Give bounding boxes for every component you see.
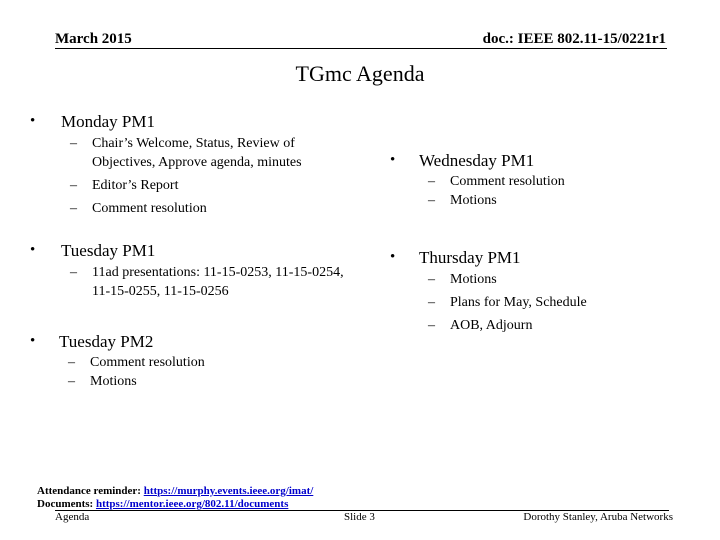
bullet-icon: •	[390, 152, 396, 168]
slide-title: TGmc Agenda	[295, 61, 425, 86]
dash-icon: –	[68, 374, 75, 389]
agenda-item: – Motions	[68, 374, 137, 389]
attendance-link[interactable]: https://murphy.events.ieee.org/imat/	[143, 485, 314, 497]
agenda-heading: Thursday PM1	[419, 248, 521, 267]
agenda-item: – Chair’s Welcome, Status, Review of Objectives, Approve agenda, minutes	[70, 136, 302, 170]
footer-agenda: Agenda	[55, 511, 90, 523]
documents-link[interactable]: https://mentor.ieee.org/802.11/documents	[95, 498, 289, 510]
dash-icon: –	[70, 201, 77, 216]
agenda-heading: Tuesday PM1	[61, 241, 156, 260]
bullet-icon: •	[30, 113, 36, 129]
footer-author: Dorothy Stanley, Aruba Networks	[523, 511, 673, 523]
dash-icon: –	[70, 136, 77, 151]
agenda-heading: Wednesday PM1	[419, 151, 535, 170]
header-date: March 2015	[55, 31, 132, 47]
dash-icon: –	[428, 174, 435, 189]
bullet-icon: •	[30, 333, 36, 349]
agenda-heading: Monday PM1	[61, 112, 155, 131]
dash-icon: –	[70, 265, 77, 280]
dash-icon: –	[68, 355, 75, 370]
agenda-item: – AOB, Adjourn	[428, 318, 533, 333]
agenda-heading: Tuesday PM2	[59, 332, 154, 351]
agenda-item: – Comment resolution	[428, 174, 565, 189]
dash-icon: –	[428, 318, 435, 333]
dash-icon: –	[428, 193, 435, 208]
agenda-item: – Comment resolution	[68, 355, 205, 370]
agenda-item: – 11ad presentations: 11-15-0253, 11-15-0254, 11-15-0255, 11-15-0256	[70, 265, 344, 299]
agenda-item: – Motions	[428, 193, 497, 208]
header-rule	[55, 48, 667, 49]
documents-label: Documents:	[37, 498, 94, 510]
bullet-icon: •	[30, 242, 36, 258]
attendance-label: Attendance reminder:	[37, 485, 141, 497]
agenda-item: – Plans for May, Schedule	[428, 295, 587, 310]
attendance-reminder	[37, 485, 313, 498]
dash-icon: –	[70, 178, 77, 193]
agenda-item: – Motions	[428, 272, 497, 287]
agenda-item: – Comment resolution	[70, 201, 207, 216]
bullet-icon: •	[390, 249, 396, 265]
dash-icon: –	[428, 272, 435, 287]
agenda-item: – Editor’s Report	[70, 178, 179, 193]
footer-slide-number: Slide 3	[344, 511, 375, 523]
header-doc-id: doc.: IEEE 802.11-15/0221r1	[482, 31, 666, 47]
dash-icon: –	[428, 295, 435, 310]
